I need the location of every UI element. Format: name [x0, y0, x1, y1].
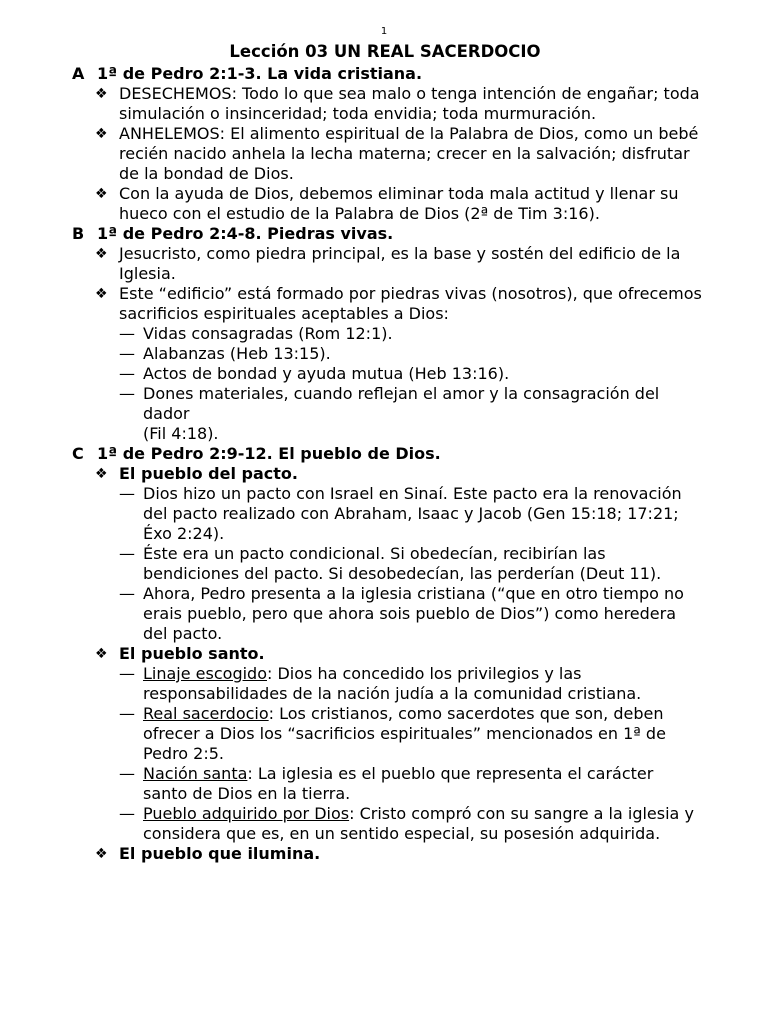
dash-item — [72, 484, 702, 544]
dash-item-text: Dios hizo un pacto con Israel en Sinaí. Este pacto era la renovación del pacto realizado con Abraham, Isaac y Jacob (Gen 15:18; 17:21; Éxo 2:24). — [143, 484, 682, 543]
subsection-heading — [72, 644, 702, 664]
dash-item — [72, 324, 702, 344]
section-letter: B — [72, 224, 85, 243]
list-item — [72, 124, 702, 184]
dash-item-text: : Los cristianos, como sacerdotes que son, deben ofrecer a Dios los “sacrificios espirituales” mencionados en 1ª de Pedro 2:5. — [143, 704, 666, 763]
dash-item — [72, 344, 702, 364]
underlined-term: Linaje escogido — [143, 664, 267, 683]
subsection-title: El pueblo santo. — [119, 644, 265, 663]
diamond-bullet-icon: ❖ — [95, 466, 108, 482]
dash-item-text: Ahora, Pedro presenta a la iglesia cristiana (“que en otro tiempo no erais pueblo, pero que ahora sois pueblo de Dios”) como heredera del pacto. — [143, 584, 684, 643]
em-dash-bullet: — — [119, 664, 135, 683]
list-item-text: Este “edificio” está formado por piedras vivas (nosotros), que ofrecemos sacrificios espirituales aceptables a Dios: — [119, 284, 702, 323]
subsection-heading — [72, 464, 702, 484]
section-letter: A — [72, 64, 85, 83]
dash-item — [72, 364, 702, 384]
subsection-title: El pueblo del pacto. — [119, 464, 298, 483]
diamond-bullet-icon: ❖ — [95, 646, 108, 662]
diamond-bullet-icon: ❖ — [95, 246, 108, 262]
em-dash-bullet: — — [119, 804, 135, 823]
em-dash-bullet: — — [119, 764, 135, 783]
dash-item-text: Éste era un pacto condicional. Si obedecían, recibirían las bendiciones del pacto. Si desobedecían, las perderían (Deut 11). — [143, 544, 662, 583]
dash-item-text-continued: (Fil 4:18). — [143, 424, 219, 443]
subsection-heading — [72, 844, 702, 864]
list-item — [72, 84, 702, 124]
lesson-outline — [72, 64, 702, 864]
diamond-bullet-icon: ❖ — [95, 86, 108, 102]
section-title: 1ª de Pedro 2:4-8. Piedras vivas. — [97, 224, 394, 243]
em-dash-bullet: — — [119, 344, 135, 363]
diamond-bullet-icon: ❖ — [95, 126, 108, 142]
section-title: 1ª de Pedro 2:9-12. El pueblo de Dios. — [97, 444, 441, 463]
em-dash-bullet: — — [119, 384, 135, 403]
section-c-heading — [72, 444, 702, 464]
em-dash-bullet: — — [119, 324, 135, 343]
em-dash-bullet: — — [119, 364, 135, 383]
dash-item — [72, 544, 702, 584]
dash-item-text: : Dios ha concedido los privilegios y las responsabilidades de la nación judía a la comunidad cristiana. — [143, 664, 642, 703]
underlined-term: Pueblo adquirido por Dios — [143, 804, 350, 823]
page-number: 1 — [380, 26, 388, 37]
dash-item — [72, 584, 702, 644]
dash-item — [72, 704, 702, 764]
list-item — [72, 284, 702, 324]
dash-item — [72, 664, 702, 704]
dash-item — [72, 384, 702, 444]
diamond-bullet-icon: ❖ — [95, 186, 108, 202]
dash-item — [72, 804, 702, 844]
list-item-text: ANHELEMOS: El alimento espiritual de la Palabra de Dios, como un bebé recién nacido anhela la lecha materna; crecer en la salvación; disfrutar de la bondad de Dios. — [119, 124, 699, 183]
section-title: 1ª de Pedro 2:1-3. La vida cristiana. — [97, 64, 423, 83]
dash-item — [72, 764, 702, 804]
list-item — [72, 184, 702, 224]
dash-item-text: Actos de bondad y ayuda mutua (Heb 13:16). — [143, 364, 510, 383]
section-b-heading — [72, 224, 702, 244]
underlined-term: Real sacerdocio — [143, 704, 269, 723]
diamond-bullet-icon: ❖ — [95, 846, 108, 862]
dash-item-text: Vidas consagradas (Rom 12:1). — [143, 324, 393, 343]
dash-item-text: Dones materiales, cuando reflejan el amor y la consagración del dador — [143, 384, 660, 423]
underlined-term: Nación santa — [143, 764, 248, 783]
dash-item-text: : La iglesia es el pueblo que representa el carácter santo de Dios en la tierra. — [143, 764, 654, 803]
dash-item-text: : Cristo compró con su sangre a la iglesia y considera que es, en un sentido especial, su posesión adquirida. — [143, 804, 694, 843]
list-item — [72, 244, 702, 284]
em-dash-bullet: — — [119, 544, 135, 563]
em-dash-bullet: — — [119, 584, 135, 603]
dash-item-text: Alabanzas (Heb 13:15). — [143, 344, 331, 363]
section-a-heading — [72, 64, 702, 84]
list-item-text: Jesucristo, como piedra principal, es la base y sostén del edificio de la Iglesia. — [119, 244, 681, 283]
diamond-bullet-icon: ❖ — [95, 286, 108, 302]
em-dash-bullet: — — [119, 484, 135, 503]
subsection-title: El pueblo que ilumina. — [119, 844, 321, 863]
list-item-text: Con la ayuda de Dios, debemos eliminar toda mala actitud y llenar su hueco con el estudio de la Palabra de Dios (2ª de Tim 3:16). — [119, 184, 679, 223]
em-dash-bullet: — — [119, 704, 135, 723]
lesson-title: Lección 03 UN REAL SACERDOCIO — [229, 42, 541, 61]
section-letter: C — [72, 444, 84, 463]
list-item-text: DESECHEMOS: Todo lo que sea malo o tenga intención de engañar; toda simulación o insinceridad; toda envidia; toda murmuración. — [119, 84, 700, 123]
